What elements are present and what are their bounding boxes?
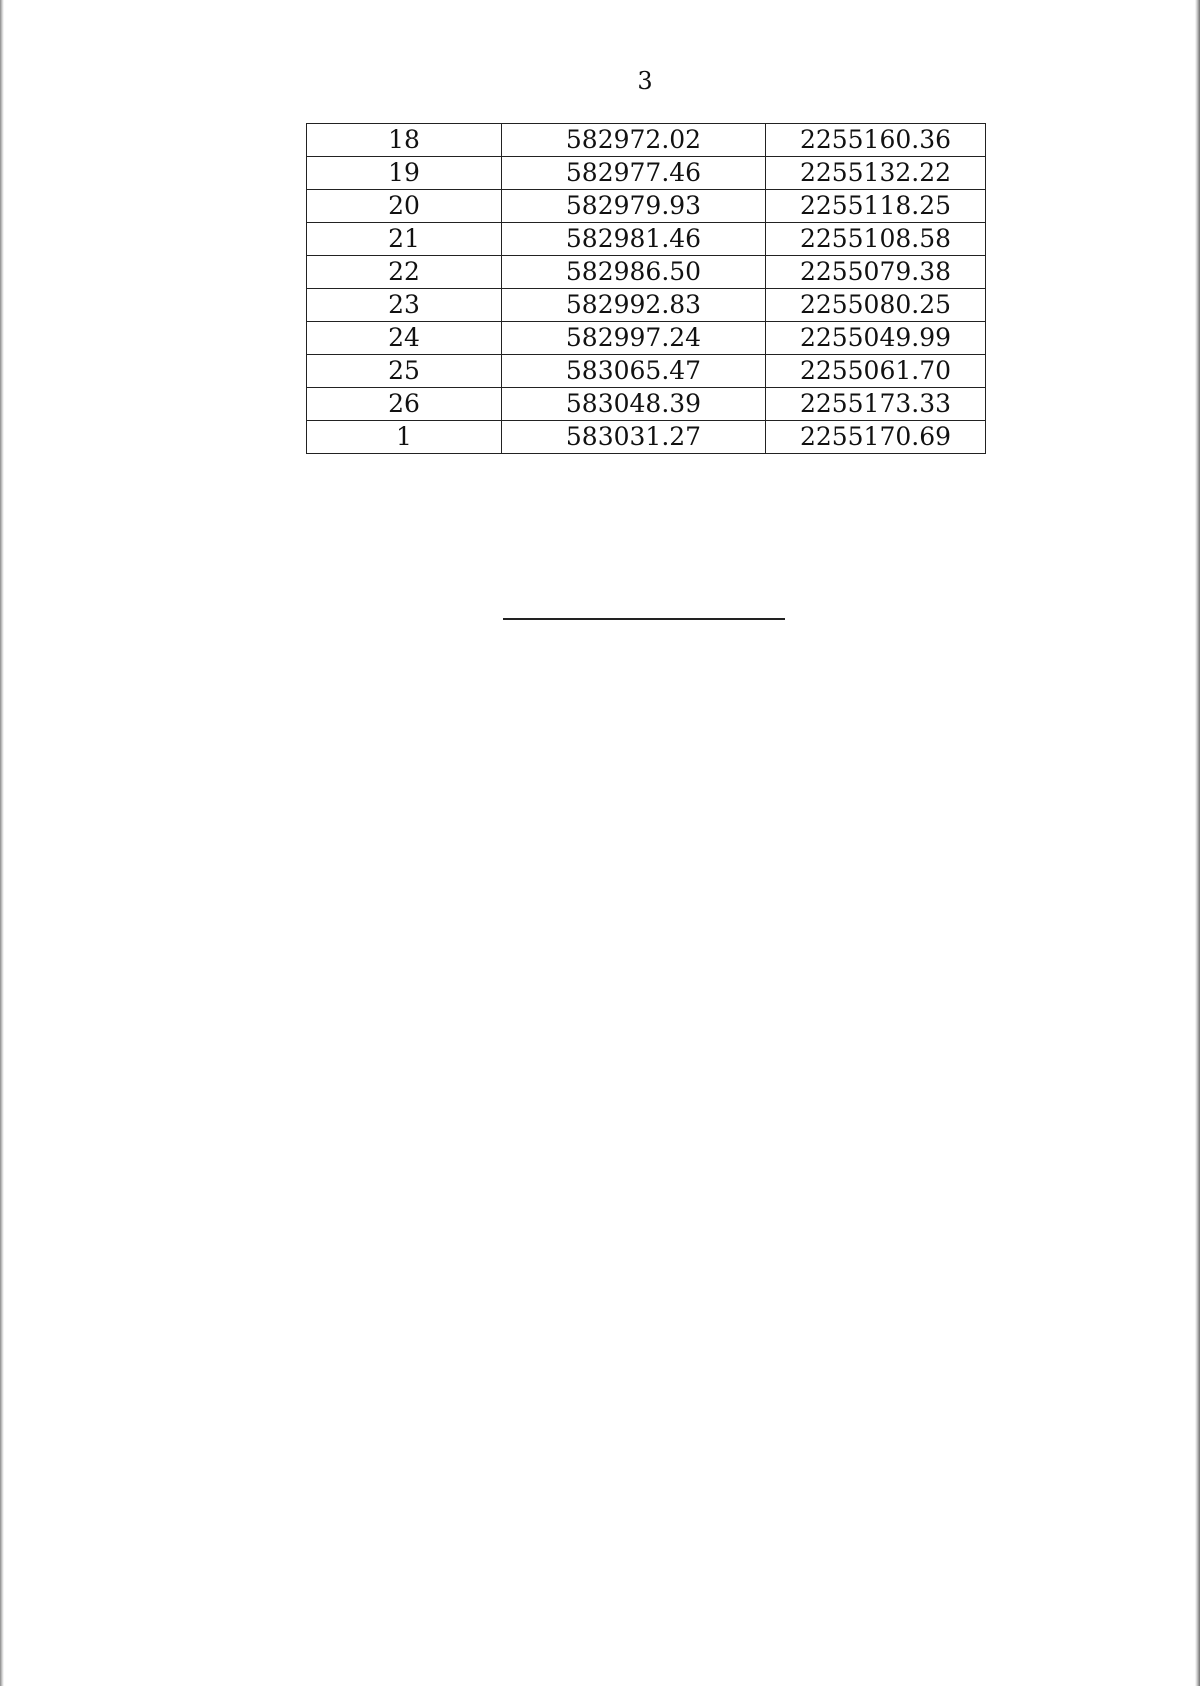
point-number-cell: 21	[307, 223, 502, 256]
table-row	[307, 421, 986, 454]
point-number-cell: 18	[307, 124, 502, 157]
table-row	[307, 223, 986, 256]
x-coordinate-cell: 582986.50	[502, 256, 766, 289]
point-number-cell: 22	[307, 256, 502, 289]
point-number-cell: 19	[307, 157, 502, 190]
y-coordinate-cell: 2255160.36	[766, 124, 986, 157]
y-coordinate-cell: 2255173.33	[766, 388, 986, 421]
y-coordinate-cell: 2255118.25	[766, 190, 986, 223]
scan-edge-right	[1195, 0, 1200, 1686]
x-coordinate-cell: 583048.39	[502, 388, 766, 421]
table-row	[307, 322, 986, 355]
x-coordinate-cell: 582992.83	[502, 289, 766, 322]
point-number-cell: 26	[307, 388, 502, 421]
y-coordinate-cell: 2255170.69	[766, 421, 986, 454]
y-coordinate-cell: 2255079.38	[766, 256, 986, 289]
x-coordinate-cell: 582977.46	[502, 157, 766, 190]
point-number-cell: 23	[307, 289, 502, 322]
y-coordinate-cell: 2255080.25	[766, 289, 986, 322]
table-row	[307, 190, 986, 223]
y-coordinate-cell: 2255049.99	[766, 322, 986, 355]
x-coordinate-cell: 583031.27	[502, 421, 766, 454]
table-row	[307, 256, 986, 289]
point-number-cell: 24	[307, 322, 502, 355]
table-row	[307, 289, 986, 322]
table-row	[307, 157, 986, 190]
point-number-cell: 1	[307, 421, 502, 454]
scan-edge-left	[0, 0, 4, 1686]
table-row	[307, 124, 986, 157]
x-coordinate-cell: 582972.02	[502, 124, 766, 157]
x-coordinate-cell: 582981.46	[502, 223, 766, 256]
coordinates-table	[306, 123, 986, 454]
x-coordinate-cell: 582979.93	[502, 190, 766, 223]
table-row	[307, 388, 986, 421]
coordinates-table-body	[307, 124, 986, 454]
y-coordinate-cell: 2255061.70	[766, 355, 986, 388]
table-row	[307, 355, 986, 388]
page-number: 3	[637, 67, 653, 95]
x-coordinate-cell: 582997.24	[502, 322, 766, 355]
end-rule	[503, 618, 785, 620]
point-number-cell: 20	[307, 190, 502, 223]
x-coordinate-cell: 583065.47	[502, 355, 766, 388]
y-coordinate-cell: 2255132.22	[766, 157, 986, 190]
y-coordinate-cell: 2255108.58	[766, 223, 986, 256]
point-number-cell: 25	[307, 355, 502, 388]
